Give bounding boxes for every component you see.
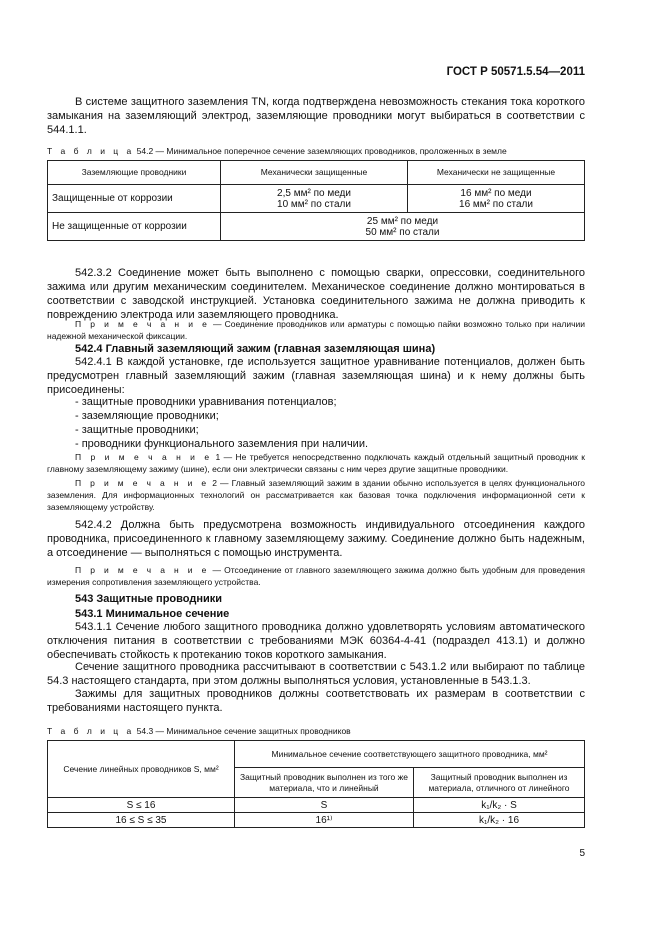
table-54-3 [47, 740, 585, 828]
intro-paragraph: В системе защитного заземления TN, когда подтверждена невозможность стекания тока короткого замыкания на заземляющий электрод, заземляющие проводники могут выбираться в соответствии с 544.1.1. [47, 96, 585, 136]
list-item: - заземляющие проводники; [75, 410, 219, 422]
note-4: П р и м е ч а н и е — Отсоединение от главного заземляющего зажима должно быть удобным для проведения измерения сопротивления заземляющего устройства. [47, 565, 585, 587]
table-header-cell: Защитный проводник выполнен из материала, отличного от линейного [414, 768, 585, 798]
table-header-cell: Сечение линейных проводников S, мм² [48, 741, 235, 798]
table-header-cell: Минимальное сечение соответствующего защитного проводника, мм² [235, 741, 585, 768]
page-number: 5 [579, 848, 585, 859]
table-header-cell: Механически не защищенные [408, 161, 585, 185]
table-cell: 25 мм² по меди 50 мм² по стали [221, 213, 585, 241]
paragraph-selection: Сечение защитного проводника рассчитывают в соответствии с 543.1.2 или выбирают по таблице 54.3 настоящего стандарта, при этом должны выполняться условия, установленные в 543.1.3. [47, 661, 585, 687]
note-1: П р и м е ч а н и е — Соединение проводников или арматуры с помощью пайки возможно только при наличии надежной механической фиксации. [47, 319, 585, 341]
table-cell: S [235, 798, 414, 813]
table-cell: 16 ≤ S ≤ 35 [48, 813, 235, 828]
table-header-cell: Заземляющие проводники [48, 161, 221, 185]
conductor-list [75, 395, 585, 451]
heading-543: 543 Защитные проводники [75, 593, 222, 605]
heading-543-1: 543.1 Минимальное сечение [75, 608, 230, 620]
paragraph-543-1-1: 543.1.1 Сечение любого защитного проводника должно удовлетворять условиям автоматического отключения питания в соответствии с требованиями МЭК 60364-4-41 (подраздел 413.1) и должно обеспечивать стойкость к протеканию токов короткого замыкания. [47, 621, 585, 661]
table-cell: 16¹⁾ [235, 813, 414, 828]
list-item: - защитные проводники уравнивания потенциалов; [75, 396, 337, 408]
table-cell: S ≤ 16 [48, 798, 235, 813]
paragraph-542-4-2: 542.4.2 Должна быть предусмотрена возможность индивидуального отсоединения каждого проводника, присоединенного к главному заземляющему зажиму. Соединение должно быть надежным, а отсоединение — выполняться с помощью инструмента. [47, 519, 585, 559]
table-header-cell: Механически защищенные [221, 161, 408, 185]
paragraph-542-3-2: 542.3.2 Соединение может быть выполнено с помощью сварки, опрессовки, соединительного зажима или другим механическим соединителем. Механическое соединение должно монтироваться в соответствии с заводской инструкцией. Установка соединительного зажима не должна приводить к повреждению электрода или заземляющего проводника. [47, 267, 585, 321]
table-cell: k₁/k₂ · S [414, 798, 585, 813]
note-2: П р и м е ч а н и е 1 — Не требуется непосредственно подключать каждый отдельный защитный проводник к главному заземляющему зажиму (шине), если они электрически связаны с ним через другие защитные проводники. [47, 452, 585, 474]
list-item: - защитные проводники; [75, 424, 199, 436]
standard-number: ГОСТ Р 50571.5.54—2011 [446, 66, 585, 78]
table-54-2-caption: Т а б л и ц а 54.2 — Минимальное поперечное сечение заземляющих проводников, проложенных в земле [47, 146, 507, 156]
list-item: - проводники функционального заземления при наличии. [75, 438, 369, 450]
table-cell: 2,5 мм² по меди 10 мм² по стали [221, 185, 408, 213]
table-cell: Не защищенные от коррозии [48, 213, 221, 241]
table-54-3-caption: Т а б л и ц а 54.3 — Минимальное сечение защитных проводников [47, 726, 351, 736]
table-cell: k₁/k₂ · 16 [414, 813, 585, 828]
paragraph-542-4-1: 542.4.1 В каждой установке, где используется защитное уравнивание потенциалов, должен быть предусмотрен главный заземляющий зажим (главная заземляющая шина) и к нему должны быть присоединены: [47, 356, 585, 396]
table-cell: 16 мм² по меди 16 мм² по стали [408, 185, 585, 213]
table-header-cell: Защитный проводник выполнен из того же материала, что и линейный [235, 768, 414, 798]
paragraph-clamps: Зажимы для защитных проводников должны соответствовать их размерам в соответствии с требованиями настоящего пункта. [47, 688, 585, 714]
table-54-2 [47, 160, 585, 241]
heading-542-4: 542.4 Главный заземляющий зажим (главная заземляющая шина) [75, 343, 436, 355]
table-cell: Защищенные от коррозии [48, 185, 221, 213]
note-3: П р и м е ч а н и е 2 — Главный заземляющий зажим в здании обычно используется в целях функционального заземления. Для информационных технологий он рассматривается как базовая точка подключения информационной сети к заземляющему устройству. [47, 478, 585, 512]
